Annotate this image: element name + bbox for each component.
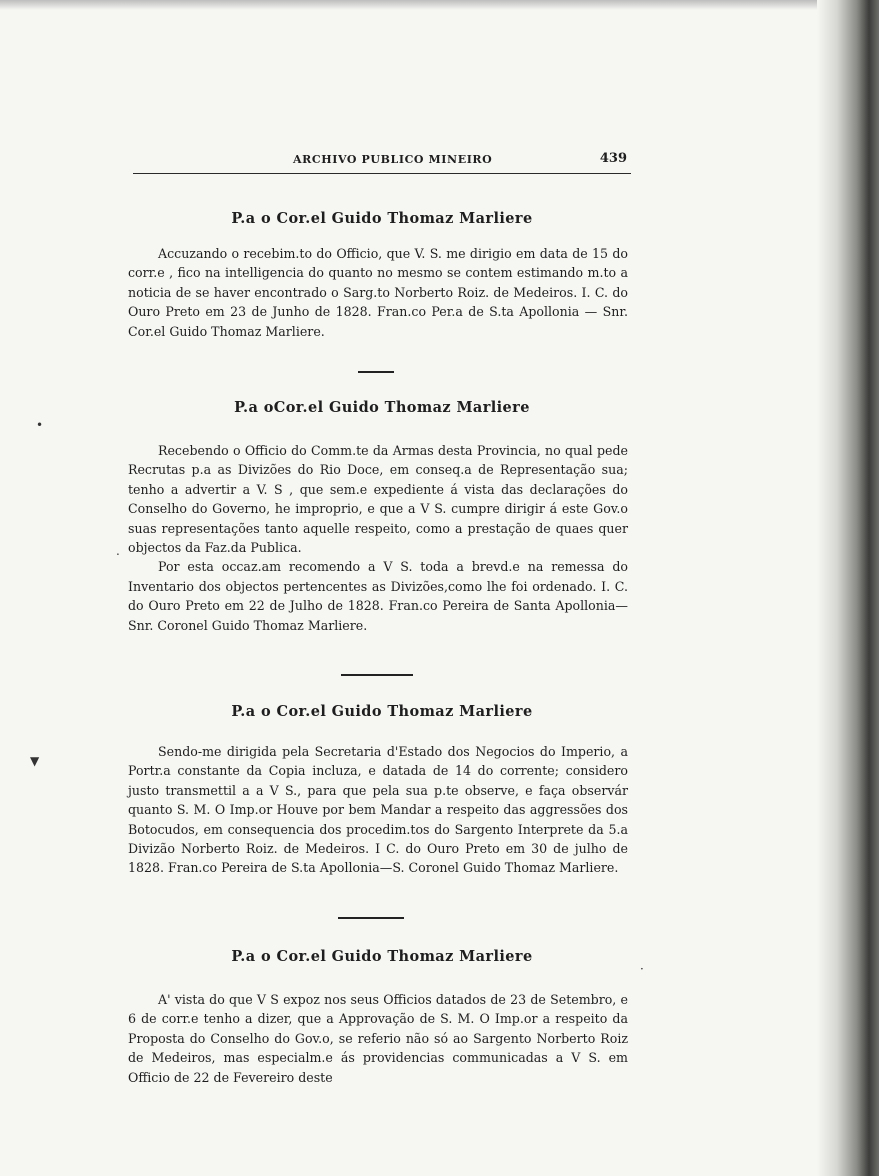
margin-mark: . xyxy=(116,544,120,558)
section-body-2 xyxy=(128,441,628,635)
section-divider xyxy=(358,371,394,373)
page-binding-edge xyxy=(817,0,879,1176)
section-divider xyxy=(338,917,404,919)
paragraph: Accuzando o recebim.to do Officio, que V. S. me dirigio em data de 15 do corr.e , fico na intelligencia do quanto no mesmo se contem estimando m.to a noticia de se haver encontrado o Sarg.to Norberto Roiz. de Medeiros. I. C. do Ouro Preto em 23 de Junho de 1828. Fran.co Per.a de S.ta Apollonia — Snr. Cor.el Guido Thomaz Marliere. xyxy=(128,246,628,339)
running-head xyxy=(133,153,631,175)
margin-arrow-mark: ▼ xyxy=(30,754,40,768)
section-body-4 xyxy=(128,990,628,1087)
header-rule xyxy=(133,173,631,174)
section-divider xyxy=(341,674,413,676)
section-title-2: P.a oCor.el Guido Thomaz Marliere xyxy=(234,399,530,416)
section-title-3: P.a o Cor.el Guido Thomaz Marliere xyxy=(231,703,533,720)
running-head-title: ARCHIVO PUBLICO MINEIRO xyxy=(293,153,493,166)
section-body-3 xyxy=(128,742,628,878)
paragraph: A' vista do que V S expoz nos seus Officios datados de 23 de Setembro, e 6 de corr.e tenho a dizer, que a Approvação de S. M. O Imp.or a respeito da Proposta do Conselho do Gov.o, se referio não só ao Sargento Norberto Roiz de Medeiros, mas especialm.e ás providencias communicadas a V S. em Officio de 22 de Fevereiro deste xyxy=(128,992,628,1085)
section-title-1: P.a o Cor.el Guido Thomaz Marliere xyxy=(231,210,533,227)
section-title-4: P.a o Cor.el Guido Thomaz Marliere xyxy=(231,948,533,965)
page-top-edge xyxy=(0,0,879,10)
paragraph: Sendo-me dirigida pela Secretaria d'Estado dos Negocios do Imperio, a Portr.a constante da Copia incluza, e datada de 14 do corrente; considero justo transmettil a a V S., para que pela sua p.te observe, e faça observár quanto S. M. O Imp.or Houve por bem Mandar a respeito das aggressões dos Botocudos, em consequencia dos procedim.tos do Sargento Interprete da 5.a Divizão Norberto Roiz. de Medeiros. I C. do Ouro Preto em 30 de julho de 1828. Fran.co Pereira de S.ta Apollonia—S. Coronel Guido Thomaz Marliere. xyxy=(128,744,628,876)
margin-mark: • xyxy=(36,418,44,432)
paragraph: Recebendo o Officio do Comm.te da Armas desta Provincia, no qual pede Recrutas p.a as Divizões do Rio Doce, em conseq.a de Representação sua; tenho a advertir a V. S , que sem.e expediente á vista das declarações do Conselho do Governo, he improprio, e que a V S. cumpre dirigir á este Gov.o suas representações tanto aquelle respeito, como a prestação de quaes quer objectos da Faz.da Publica. xyxy=(128,443,628,556)
page-number: 439 xyxy=(599,151,627,166)
paragraph: Por esta occaz.am recomendo a V S. toda a brevd.e na remessa do Inventario dos objectos pertencentes as Divizões,como lhe foi ordenado. I. C. do Ouro Preto em 22 de Julho de 1828. Fran.co Pereira de Santa Apollonia—Snr. Coronel Guido Thomaz Marliere. xyxy=(128,559,628,633)
margin-mark: · xyxy=(640,962,644,976)
section-body-1 xyxy=(128,244,628,341)
